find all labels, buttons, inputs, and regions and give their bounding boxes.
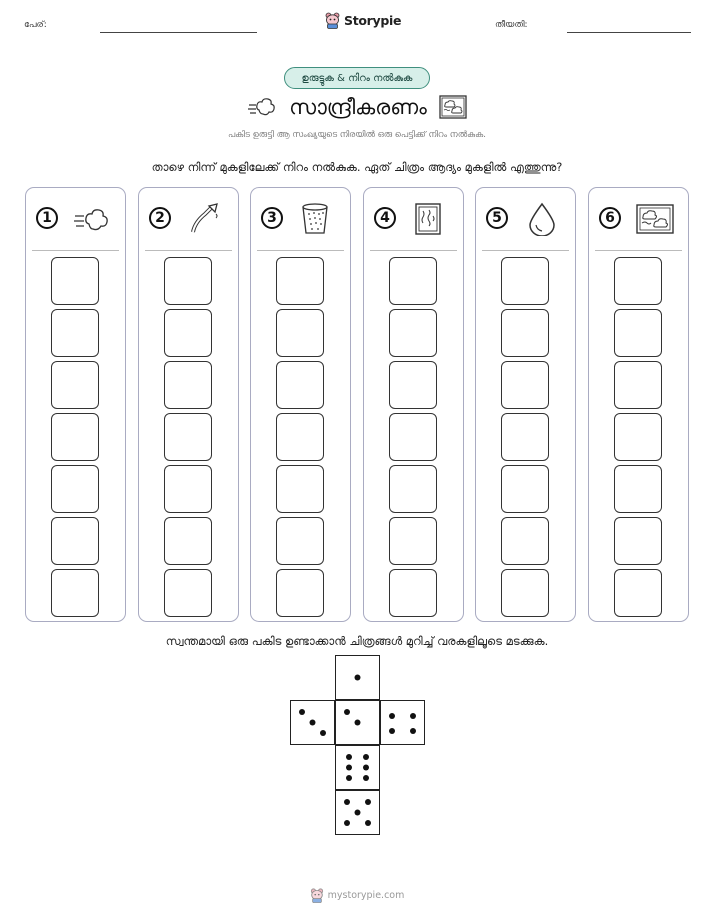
column-divider (482, 250, 569, 251)
column-1 (25, 187, 126, 622)
color-box[interactable] (614, 517, 662, 565)
color-box[interactable] (51, 517, 99, 565)
color-box[interactable] (501, 257, 549, 305)
color-box[interactable] (276, 465, 324, 513)
column-header (251, 202, 350, 236)
column-2 (138, 187, 239, 622)
die-face-4 (380, 700, 425, 745)
storypie-mascot-icon (325, 12, 340, 29)
color-box[interactable] (501, 517, 549, 565)
column-divider (32, 250, 119, 251)
window-condensation-icon (410, 202, 450, 236)
color-box[interactable] (276, 309, 324, 357)
footer-url[interactable]: mystorypie.com (327, 890, 405, 901)
color-box[interactable] (389, 413, 437, 461)
color-box[interactable] (51, 569, 99, 617)
color-box[interactable] (276, 361, 324, 409)
column-divider (145, 250, 232, 251)
column-number: 1 (36, 207, 58, 229)
color-box[interactable] (614, 257, 662, 305)
steam-icon (247, 96, 277, 118)
column-number: 6 (599, 207, 621, 229)
footer (0, 888, 714, 903)
color-box[interactable] (164, 569, 212, 617)
subtitle: പകിട ഉരുട്ടി ആ സംഖ്യയുടെ നിരയിൽ ഒരു പെട്ടിക്ക് നിറം നൽകുക. (228, 130, 486, 140)
color-box[interactable] (164, 413, 212, 461)
die-net (290, 655, 425, 835)
color-box[interactable] (51, 413, 99, 461)
color-box[interactable] (501, 465, 549, 513)
instruction: താഴെ നിന്ന് മുകളിലേക്ക് നിറം നൽകുക. ഏത് ചിത്രം ആദ്യം മുകളിൽ എത്തുന്നു? (151, 160, 563, 174)
column-number: 4 (374, 207, 396, 229)
column-header (26, 202, 125, 236)
die-face-3 (290, 700, 335, 745)
date-line (567, 32, 691, 33)
column-number: 2 (149, 207, 171, 229)
color-box[interactable] (276, 257, 324, 305)
color-box[interactable] (389, 517, 437, 565)
die-face-2 (335, 700, 380, 745)
color-box[interactable] (51, 465, 99, 513)
color-box[interactable] (164, 517, 212, 565)
color-box[interactable] (164, 257, 212, 305)
column-3 (250, 187, 351, 622)
color-box[interactable] (389, 309, 437, 357)
color-box[interactable] (389, 257, 437, 305)
column-number: 5 (486, 207, 508, 229)
color-box[interactable] (276, 569, 324, 617)
column-header (476, 202, 575, 236)
column-divider (370, 250, 457, 251)
column-header (139, 202, 238, 236)
column-5 (475, 187, 576, 622)
color-box[interactable] (614, 361, 662, 409)
date-label: തീയതി: (495, 20, 528, 30)
color-box[interactable] (389, 465, 437, 513)
brand-name: Storypie (344, 13, 402, 28)
column-6 (588, 187, 689, 622)
die-face-1 (335, 655, 380, 700)
die-face-5 (335, 790, 380, 835)
color-box[interactable] (276, 517, 324, 565)
die-face-6 (335, 745, 380, 790)
color-box[interactable] (614, 309, 662, 357)
color-box[interactable] (501, 361, 549, 409)
color-box[interactable] (501, 309, 549, 357)
name-label: പേര്: (24, 20, 47, 30)
page-title: സാന്ദ്രീകരണം (289, 94, 427, 119)
color-box[interactable] (614, 569, 662, 617)
column-header (364, 202, 463, 236)
pipe-icon (185, 202, 225, 236)
color-box[interactable] (501, 413, 549, 461)
column-number: 3 (261, 207, 283, 229)
color-box[interactable] (501, 569, 549, 617)
color-box[interactable] (164, 309, 212, 357)
column-4 (363, 187, 464, 622)
column-divider (257, 250, 344, 251)
storypie-mascot-icon (310, 888, 324, 903)
color-box[interactable] (51, 309, 99, 357)
column-header (589, 202, 688, 236)
color-box[interactable] (389, 361, 437, 409)
color-box[interactable] (276, 413, 324, 461)
color-box[interactable] (51, 257, 99, 305)
glass-icon (297, 202, 337, 236)
fold-instruction: സ്വന്തമായി ഒരു പകിട ഉണ്ടാക്കാൻ ചിത്രങ്ങൾ മുറിച്ച് വരകളിലൂടെ മടക്കുക. (165, 634, 549, 648)
brand-logo (325, 12, 401, 29)
clouds-icon (635, 202, 675, 236)
title-row (0, 92, 714, 122)
steam-icon (72, 202, 112, 236)
color-box[interactable] (614, 465, 662, 513)
color-box[interactable] (51, 361, 99, 409)
activity-tag: ഉരുട്ടുക & നിറം നൽകുക (284, 67, 430, 89)
color-box[interactable] (614, 413, 662, 461)
color-box[interactable] (389, 569, 437, 617)
clouds-icon (439, 95, 467, 119)
color-box[interactable] (164, 361, 212, 409)
droplet-icon (522, 202, 562, 236)
column-divider (595, 250, 682, 251)
color-box[interactable] (164, 465, 212, 513)
name-line (100, 32, 257, 33)
